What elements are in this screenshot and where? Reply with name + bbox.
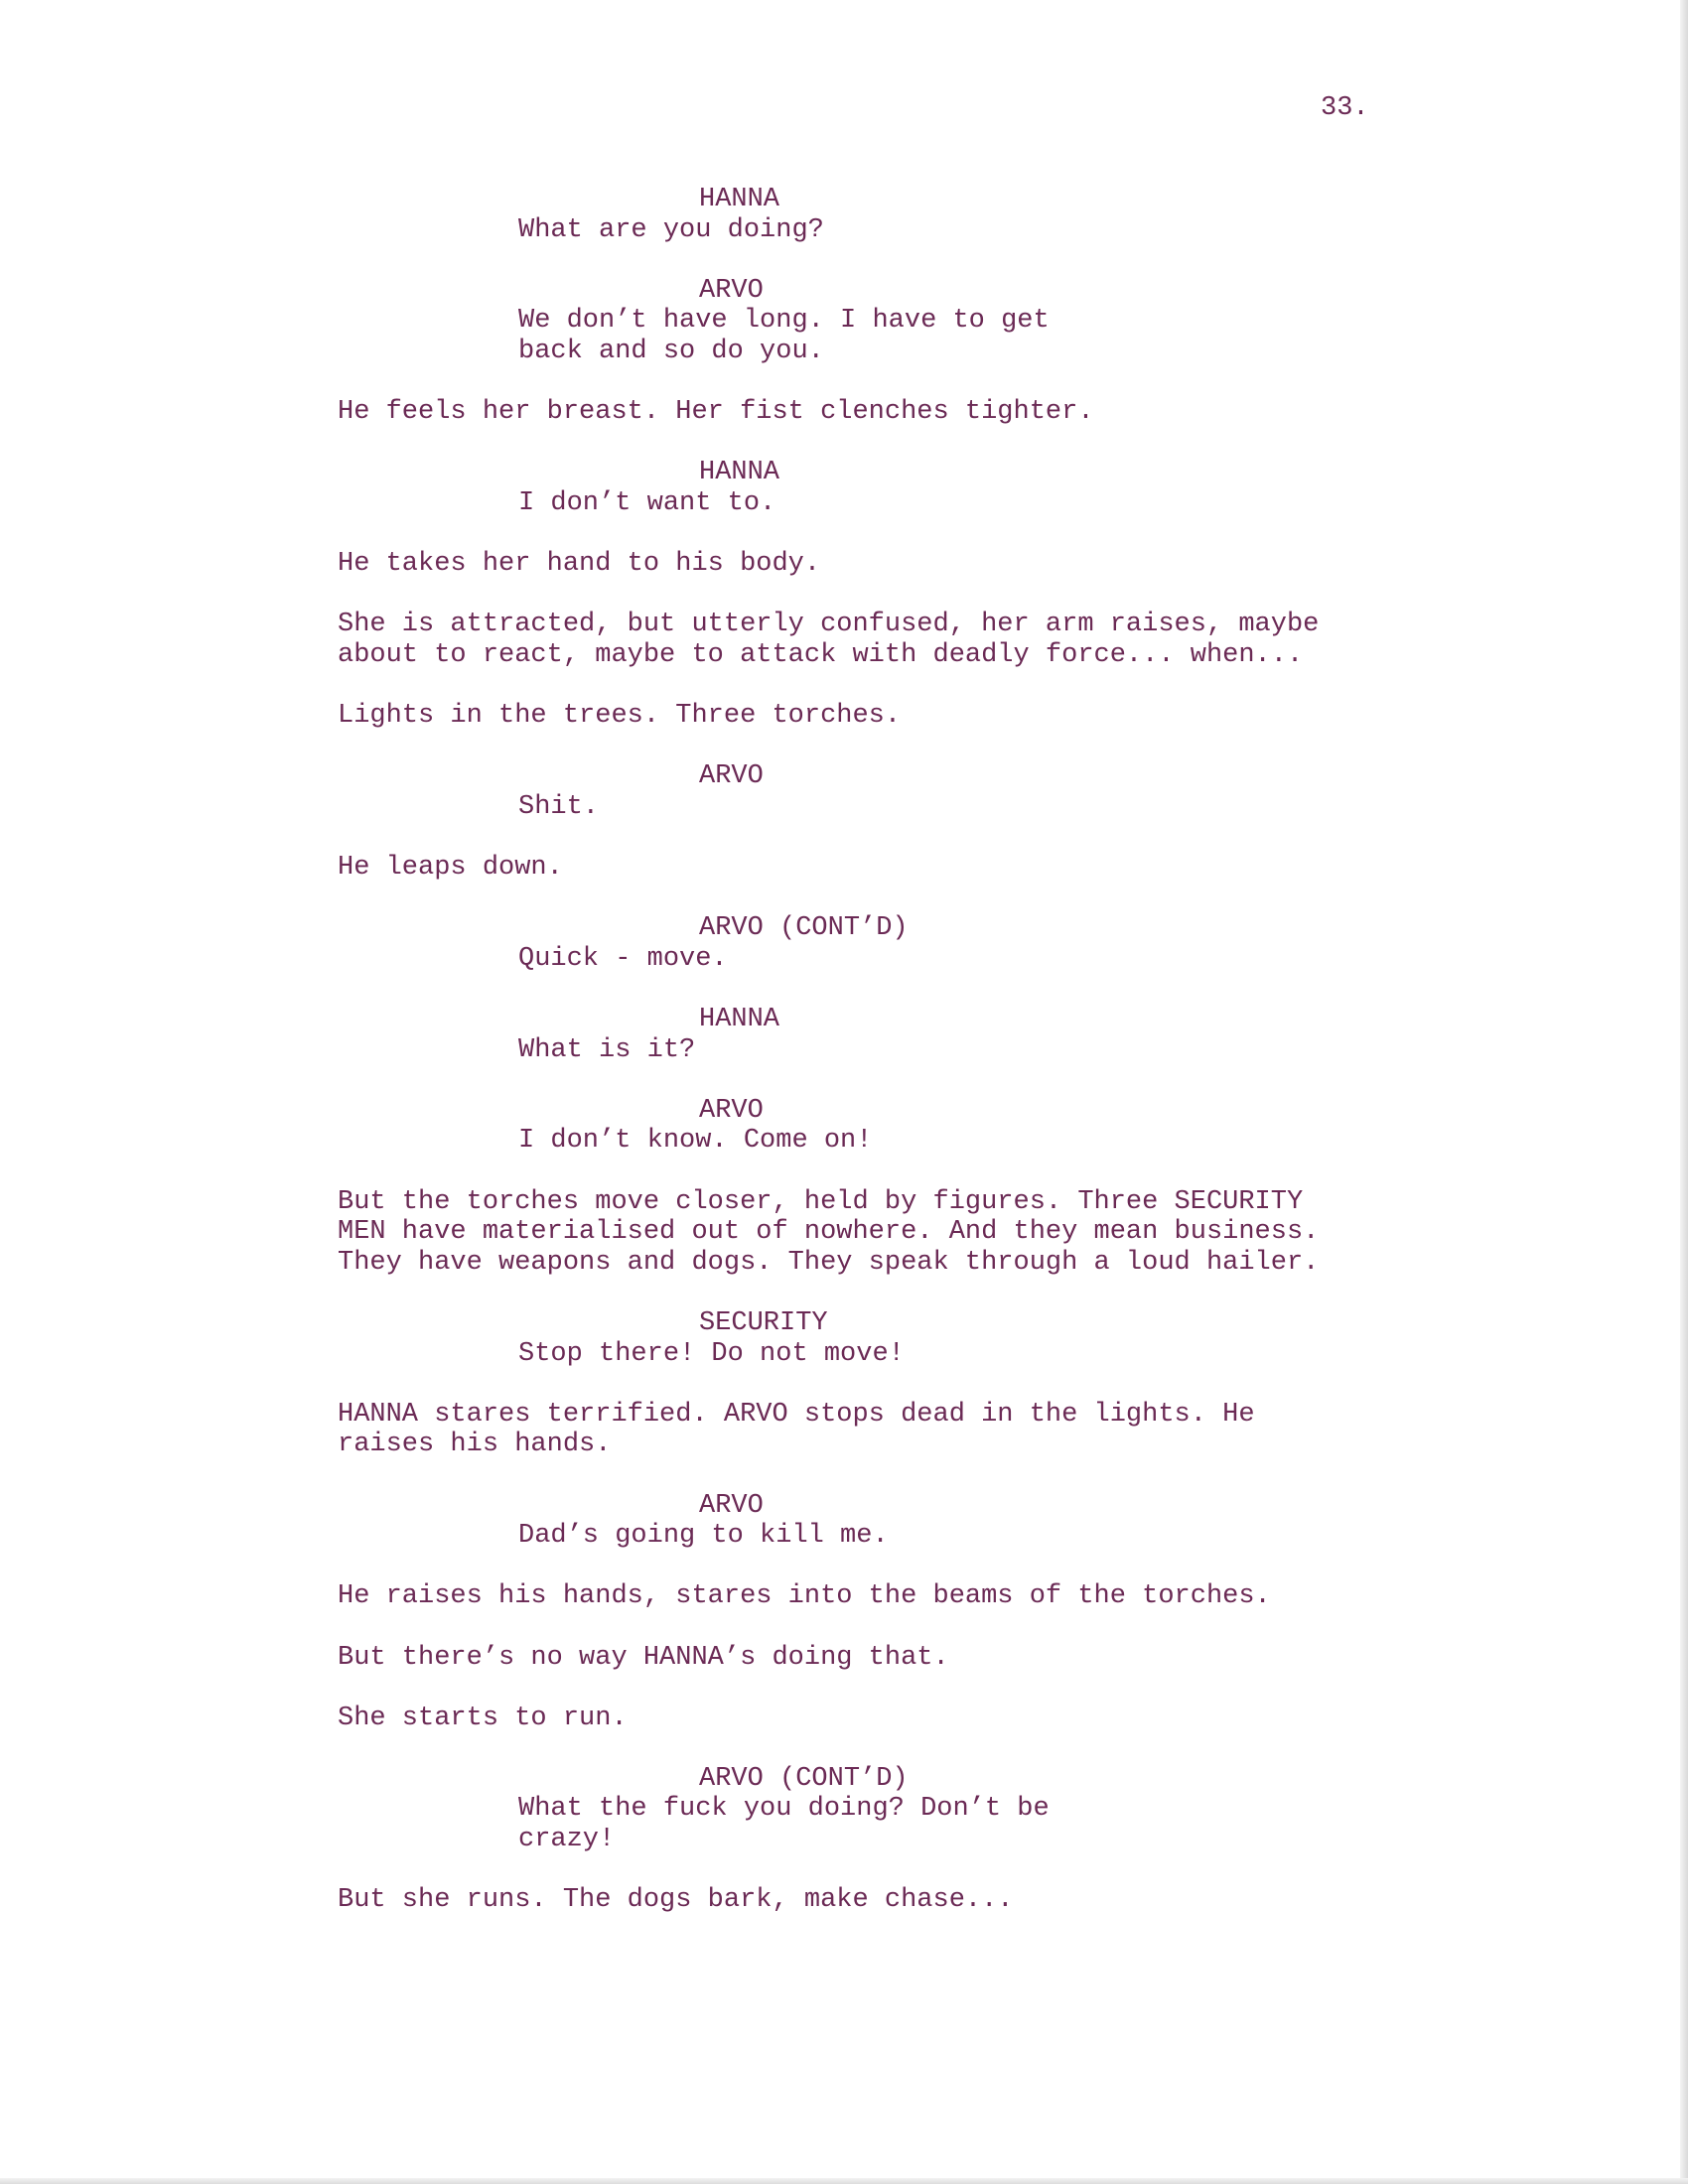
action-line: But there’s no way HANNA’s doing that. bbox=[338, 1642, 949, 1673]
dialogue-line: What are you doing? bbox=[518, 214, 824, 245]
character-cue: ARVO (CONT’D) bbox=[699, 1763, 909, 1794]
dialogue-line: crazy! bbox=[518, 1825, 616, 1855]
action-line: HANNA stares terrified. ARVO stops dead in the lights. He bbox=[338, 1399, 1255, 1430]
action-line: He leaps down. bbox=[338, 853, 563, 884]
blank-line bbox=[338, 245, 1430, 276]
blank-line bbox=[338, 1855, 1430, 1886]
action-line: She is attracted, but utterly confused, her arm raises, maybe bbox=[338, 610, 1320, 640]
character-cue: ARVO (CONT’D) bbox=[699, 913, 909, 944]
action-line: But she runs. The dogs bark, make chase... bbox=[338, 1885, 1014, 1916]
action-line: MEN have materialised out of nowhere. And they mean business. bbox=[338, 1217, 1320, 1248]
character-cue: ARVO bbox=[699, 761, 764, 792]
blank-line bbox=[338, 580, 1430, 611]
action-line: raises his hands. bbox=[338, 1430, 612, 1460]
blank-line bbox=[338, 884, 1430, 914]
blank-line bbox=[338, 1673, 1430, 1704]
action-line: He raises his hands, stares into the beams of the torches. bbox=[338, 1581, 1271, 1612]
blank-line bbox=[338, 1369, 1430, 1400]
action-line: They have weapons and dogs. They speak through a loud hailer. bbox=[338, 1247, 1320, 1278]
dialogue-line: I don’t want to. bbox=[518, 487, 776, 518]
script-body bbox=[338, 185, 1430, 1916]
dialogue-line: Stop there! Do not move! bbox=[518, 1338, 905, 1369]
dialogue-line: We don’t have long. I have to get bbox=[518, 306, 1050, 337]
dialogue-line: Dad’s going to kill me. bbox=[518, 1521, 889, 1552]
page-bottom-edge bbox=[0, 2178, 1688, 2184]
blank-line bbox=[338, 1065, 1430, 1096]
action-line: She starts to run. bbox=[338, 1703, 628, 1733]
character-cue: HANNA bbox=[699, 458, 780, 488]
character-cue: HANNA bbox=[699, 185, 780, 214]
blank-line bbox=[338, 1460, 1430, 1491]
action-line: about to react, maybe to attack with deadly force... when... bbox=[338, 639, 1304, 670]
character-cue: SECURITY bbox=[699, 1307, 828, 1338]
action-line: Lights in the trees. Three torches. bbox=[338, 701, 902, 732]
blank-line bbox=[338, 732, 1430, 762]
blank-line bbox=[338, 367, 1430, 398]
dialogue-line: What the fuck you doing? Don’t be bbox=[518, 1794, 1050, 1825]
character-cue: HANNA bbox=[699, 1005, 780, 1035]
blank-line bbox=[338, 1612, 1430, 1643]
blank-line bbox=[338, 1157, 1430, 1187]
blank-line bbox=[338, 671, 1430, 702]
blank-line bbox=[338, 1552, 1430, 1582]
blank-line bbox=[338, 519, 1430, 550]
action-line: He feels her breast. Her fist clenches tighter. bbox=[338, 397, 1094, 428]
character-cue: ARVO bbox=[699, 275, 764, 306]
dialogue-line: What is it? bbox=[518, 1034, 696, 1065]
dialogue-line: Shit. bbox=[518, 791, 600, 822]
blank-line bbox=[338, 1278, 1430, 1308]
dialogue-line: back and so do you. bbox=[518, 336, 824, 366]
dialogue-line: Quick - move. bbox=[518, 943, 728, 974]
dialogue-line: I don’t know. Come on! bbox=[518, 1126, 873, 1157]
page-number: 33. bbox=[1321, 93, 1369, 123]
action-line: But the torches move closer, held by figures. Three SECURITY bbox=[338, 1186, 1304, 1217]
blank-line bbox=[338, 428, 1430, 459]
action-line: He takes her hand to his body. bbox=[338, 549, 821, 580]
blank-line bbox=[338, 974, 1430, 1005]
character-cue: ARVO bbox=[699, 1095, 764, 1126]
page-edge-shadow bbox=[1680, 0, 1688, 2184]
character-cue: ARVO bbox=[699, 1490, 764, 1521]
blank-line bbox=[338, 822, 1430, 853]
blank-line bbox=[338, 1733, 1430, 1764]
